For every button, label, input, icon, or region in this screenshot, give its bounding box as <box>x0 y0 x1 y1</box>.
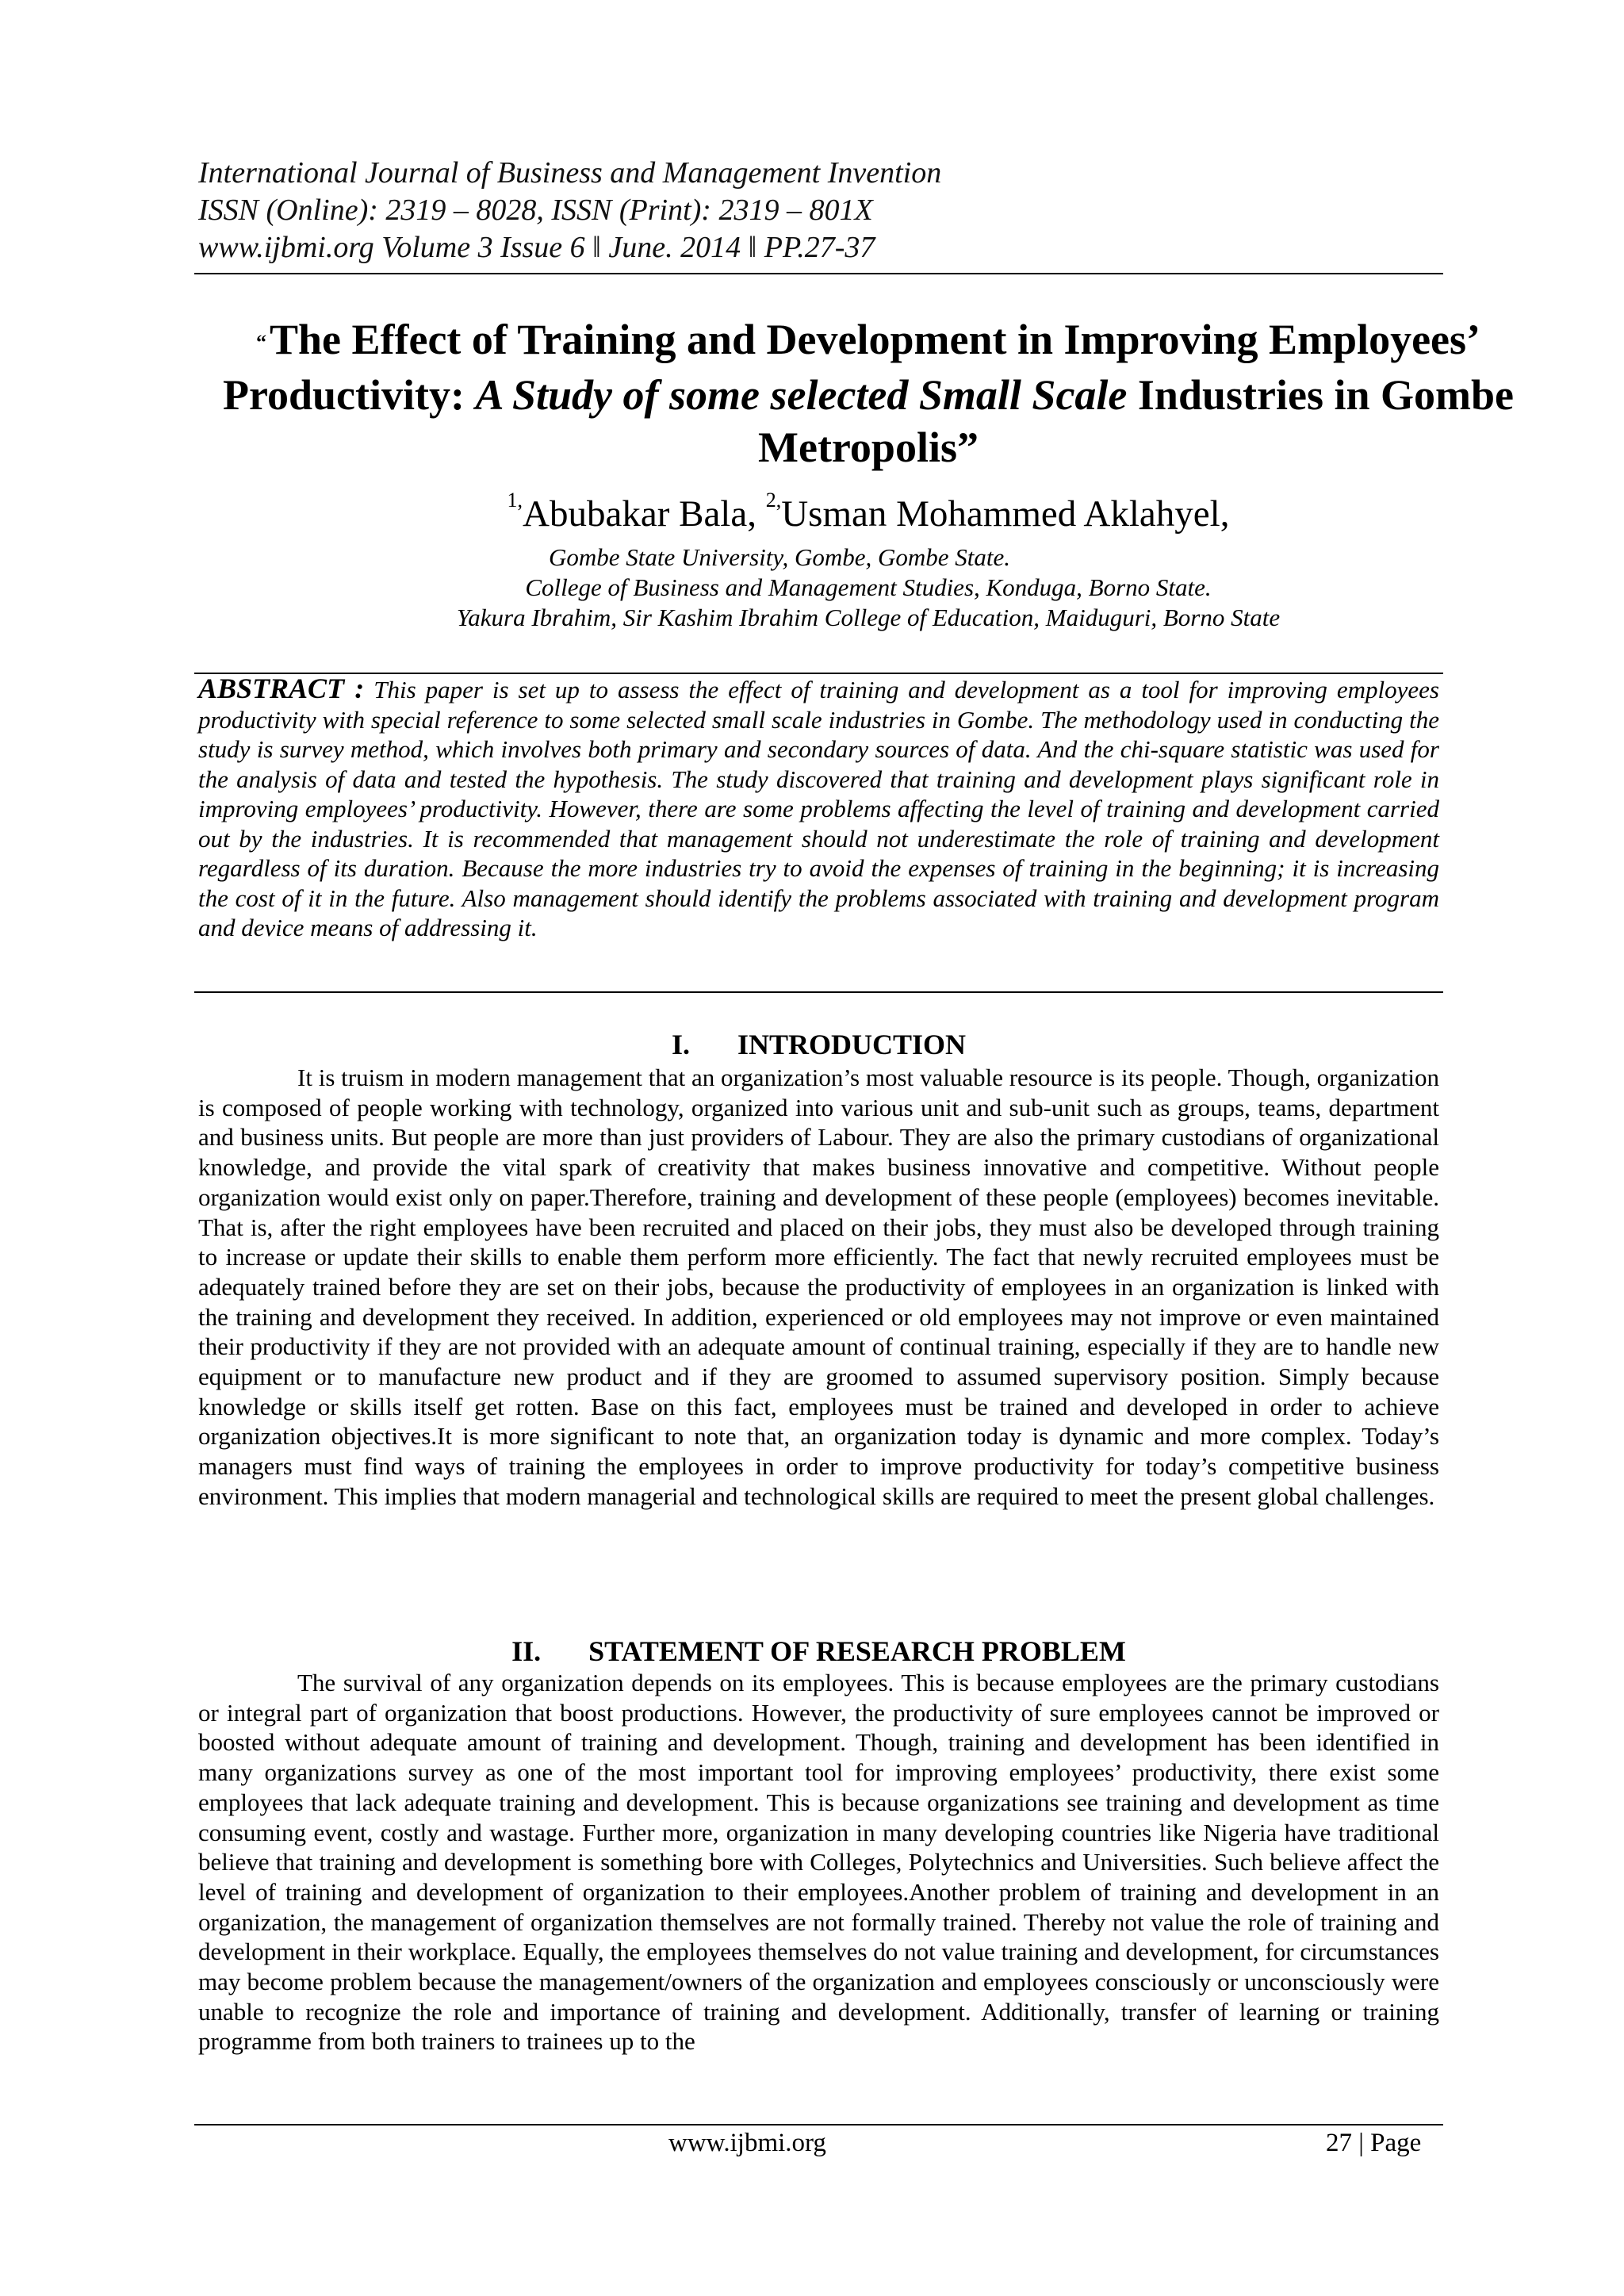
footer-page-number: 27 | Page <box>1326 2129 1422 2157</box>
affiliation-3: Yakura Ibrahim, Sir Kashim Ibrahim College of Education, Maiduguri, Borno State <box>456 604 1281 631</box>
title-part-3: Industries in Gombe Metropolis” <box>758 371 1514 471</box>
paper-title <box>194 313 1542 473</box>
affiliation-1: Gombe State University, Gombe, Gombe State. <box>549 543 1010 571</box>
title-open-quote: “ <box>255 331 266 354</box>
section-2-title: STATEMENT OF RESEARCH PROBLEM <box>588 1635 1126 1667</box>
section-2-text: The survival of any organization depends on its employees. This is because employees are the primary custodians or integral part of organization that boost productions. However, the productivity of sure employees cannot be improved or boosted without adequate amount of training and development. Though, training and development has been identified in many organizations survey as one of the most important tool for improving employees’ productivity, there exist some employees that lack adequate training and development. This is because organizations see training and development as time consuming event, costly and wastage. Further more, organization in many developing countries like Nigeria have traditional believe that training and development is something bore with Colleges, Polytechnics and Universities. Such believe affect the level of training and development of organization to their employees.Another problem of training and development in an organization, the management of organization themselves are not formally trained. Thereby not value the role of training and development in their workplace. Equally, the employees themselves do not value training and development, for circumstances may become problem because the management/owners of the organization and employees consciously or unconsciously were unable to recognize the role and importance of training and development. Additionally, transfer of learning or training programme from both trainers to trainees up to the <box>198 1669 1439 2056</box>
journal-header <box>198 155 1443 266</box>
section-heading-research-problem <box>198 1634 1439 1669</box>
footer-website: www.ijbmi.org <box>668 2129 826 2157</box>
header-rule <box>194 273 1443 274</box>
author-1-marker: 1, <box>507 489 523 512</box>
section-heading-introduction <box>198 1027 1439 1062</box>
abstract-label: ABSTRACT : <box>198 673 365 704</box>
section-2-paragraph <box>198 1668 1439 2056</box>
affiliation-2: College of Business and Management Studies, Konduga, Borno State. <box>525 573 1212 601</box>
section-1-text: It is truism in modern management that an organization’s most valuable resource is its people. Though, organization is composed of people working with technology, organized into various unit and sub-unit such as groups, teams, department and business units. But people are more than just providers of Labour. They are also the primary custodians of organizational knowledge, and provide the vital spark of creativity that makes business innovative and competitive. Without people organization would exist only on paper.Therefore, training and development of these people (employees) becomes inevitable. That is, after the right employees have been recruited and placed on their jobs, they must also be developed through training to increase or update their skills to enable them perform more efficiently. The fact that newly recruited employees must be adequately trained before they are set on their jobs, because the productivity of employees in an organization is linked with the training and development they received. In addition, experienced or old employees may not improve or even maintained their productivity if they are not provided with an adequate amount of continual training, especially if they are to handle new equipment or to manufacture new product and if they are groomed to assumed supervisory position. Simply because knowledge or skills itself get rotten. Base on this fact, employees must be trained and developed in order to achieve organization objectives.It is more significant to note that, an organization today is dynamic and more complex. Today’s managers must find ways of training the employees in order to improve productivity for today’s competitive business environment. This implies that modern managerial and technological skills are required to meet the present global challenges. <box>198 1064 1439 1510</box>
author-line <box>198 489 1538 536</box>
abstract-rule-bottom <box>194 991 1443 993</box>
journal-volume: www.ijbmi.org Volume 3 Issue 6 ǁ June. 2014 ǁ PP.27-37 <box>198 231 875 264</box>
abstract-text: This paper is set up to assess the effect of training and development as a tool for improving employees productivity with special reference to some selected small scale industries in Gombe. The methodology used in conducting the study is survey method, which involves both primary and secondary sources of data. And the chi-square statistic was used for the analysis of data and tested the hypothesis. The study discovered that training and development plays significant role in improving employees’ productivity. However, there are some problems affecting the level of training and development carried out by the industries. It is recommended that management should not underestimate the role of training and development regardless of its duration. Because the more industries try to avoid the expenses of training in the beginning; it is increasing the cost of it in the future. Also management should identify the problems associated with training and development program and device means of addressing it. <box>198 676 1439 941</box>
abstract <box>198 674 1439 943</box>
section-1-paragraph <box>198 1063 1439 1512</box>
author-1-name: Abubakar Bala, <box>523 493 756 535</box>
title-part-2: A Study of some selected Small Scale <box>475 371 1128 419</box>
author-2-name: Usman Mohammed Aklahyel, <box>781 493 1230 535</box>
journal-issn: ISSN (Online): 2319 – 8028, ISSN (Print): 2319 – 801X <box>198 194 873 227</box>
author-2-marker: 2, <box>765 489 782 512</box>
section-1-number: I. <box>671 1029 690 1060</box>
title-part-1: The Effect of Training and Development in Improving Employees’ Productivity: <box>222 316 1481 419</box>
journal-name: International Journal of Business and Management Invention <box>198 156 942 190</box>
section-1-title: INTRODUCTION <box>737 1029 967 1060</box>
footer-rule <box>194 2124 1443 2125</box>
section-2-number: II. <box>511 1635 542 1667</box>
